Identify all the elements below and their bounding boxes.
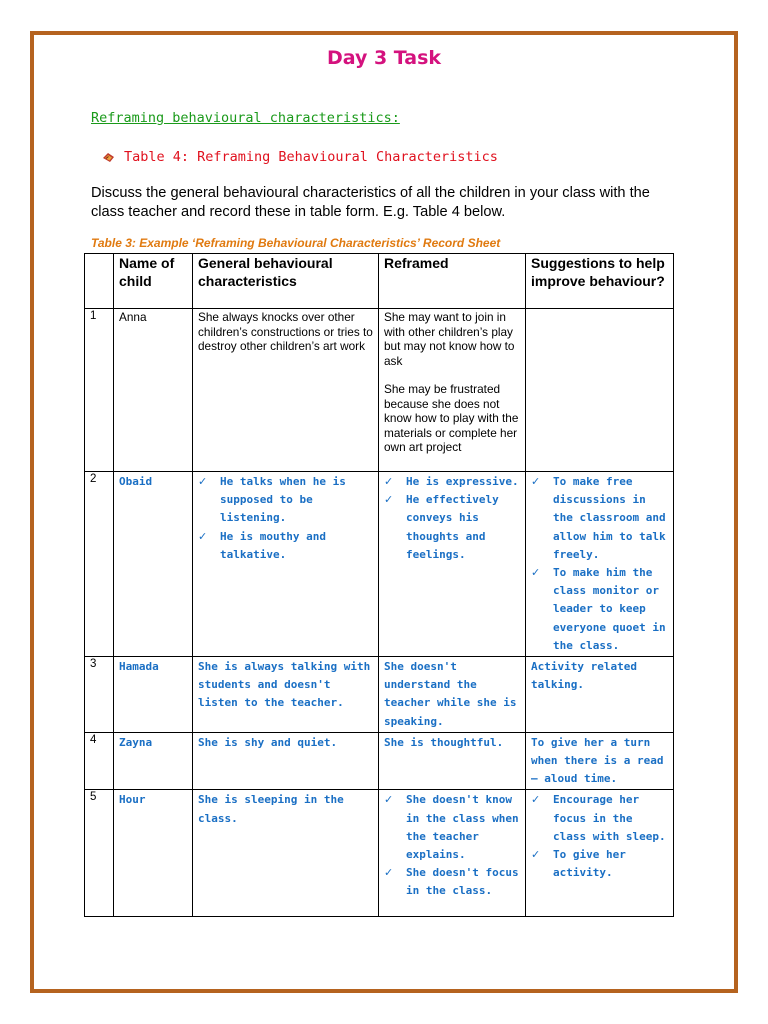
table-row xyxy=(85,732,674,790)
suggestions-cell xyxy=(526,309,674,472)
checkmark-icon: ✓ xyxy=(531,566,541,580)
list-item: ✓ To make free discussions in the classroom and allow him to talk freely. xyxy=(531,473,668,564)
header-name: Name of child xyxy=(114,254,193,309)
suggestions-cell xyxy=(526,472,674,657)
row-number: 4 xyxy=(85,732,114,790)
table-heading xyxy=(102,149,498,165)
general-characteristic xyxy=(193,309,379,472)
list-item: ✓ He talks when he is supposed to be listening. xyxy=(198,473,373,528)
checkmark-icon: ✓ xyxy=(531,848,541,862)
checkmark-icon: ✓ xyxy=(384,493,394,507)
checkmark-icon: ✓ xyxy=(384,793,394,807)
bullet-icon xyxy=(102,152,115,163)
checkmark-icon: ✓ xyxy=(531,793,541,807)
list-item: ✓ She doesn't know in the class when the teacher explains. xyxy=(384,791,520,864)
list-item: ✓ He is expressive. xyxy=(384,473,520,491)
checkmark-icon: ✓ xyxy=(384,866,394,880)
header-reframed: Reframed xyxy=(379,254,526,309)
header-number xyxy=(85,254,114,309)
section-subheading: Reframing behavioural characteristics: xyxy=(91,110,400,126)
reframed-characteristic xyxy=(379,472,526,657)
general-characteristic xyxy=(193,472,379,657)
child-name: Obaid xyxy=(114,472,193,657)
list-item: ✓ Encourage her focus in the class with sleep. xyxy=(531,791,668,846)
list-item: ✓ She doesn't focus in the class. xyxy=(384,864,520,900)
row-number: 5 xyxy=(85,790,114,917)
suggestions-cell xyxy=(526,790,674,917)
table-row xyxy=(85,657,674,733)
list-item: ✓ He effectively conveys his thoughts and feelings. xyxy=(384,491,520,564)
reframed-characteristic xyxy=(379,790,526,917)
row-number: 2 xyxy=(85,472,114,657)
checkmark-icon: ✓ xyxy=(198,529,208,543)
page-title: Day 3 Task xyxy=(326,47,442,69)
table-row xyxy=(85,790,674,917)
child-name: Hour xyxy=(114,790,193,917)
header-general: General behavioural characteristics xyxy=(193,254,379,309)
reframed-text: She may want to join in with other children’s play but may not know how to ask xyxy=(384,310,515,368)
child-name: Hamada xyxy=(114,657,193,733)
table-row xyxy=(85,472,674,657)
reframed-text: She may be frustrated because she does not know how to play with the materials or complete her own art project xyxy=(384,382,519,454)
checkmark-icon: ✓ xyxy=(531,475,541,488)
list-item: ✓ To make him the class monitor or leader to keep everyone quoet in the class. xyxy=(531,564,668,655)
record-sheet-table xyxy=(84,253,674,917)
row-number: 3 xyxy=(85,657,114,733)
table-heading-text: Table 4: Reframing Behavioural Characteristics xyxy=(124,149,498,165)
table-header-row xyxy=(85,254,674,309)
header-suggestions: Suggestions to help improve behaviour? xyxy=(526,254,674,309)
checkmark-icon: ✓ xyxy=(198,475,208,488)
general-characteristic: She is always talking with students and doesn't listen to the teacher. xyxy=(193,657,379,733)
reframed-characteristic xyxy=(379,309,526,472)
row-number: 1 xyxy=(85,309,114,472)
intro-paragraph: Discuss the general behavioural characteristics of all the children in your class with the class teacher and record these in table form. E.g. Table 4 below. xyxy=(91,185,650,220)
table-row xyxy=(85,309,674,472)
reframed-characteristic: She doesn't understand the teacher while she is speaking. xyxy=(379,657,526,733)
general-text: She always knocks over other children’s constructions or tries to destroy other children’s art work xyxy=(198,310,373,353)
general-characteristic: She is shy and quiet. xyxy=(193,732,379,790)
checkmark-icon: ✓ xyxy=(384,475,394,488)
suggestions-cell: To give her a turn when there is a read – aloud time. xyxy=(526,732,674,790)
child-name: Zayna xyxy=(114,732,193,790)
list-item: ✓ He is mouthy and talkative. xyxy=(198,528,373,564)
list-item: ✓ To give her activity. xyxy=(531,846,668,882)
table-caption: Table 3: Example ‘Reframing Behavioural Characteristics’ Record Sheet xyxy=(91,236,501,250)
child-name: Anna xyxy=(114,309,193,472)
reframed-characteristic: She is thoughtful. xyxy=(379,732,526,790)
suggestions-cell: Activity related talking. xyxy=(526,657,674,733)
general-characteristic: She is sleeping in the class. xyxy=(193,790,379,917)
